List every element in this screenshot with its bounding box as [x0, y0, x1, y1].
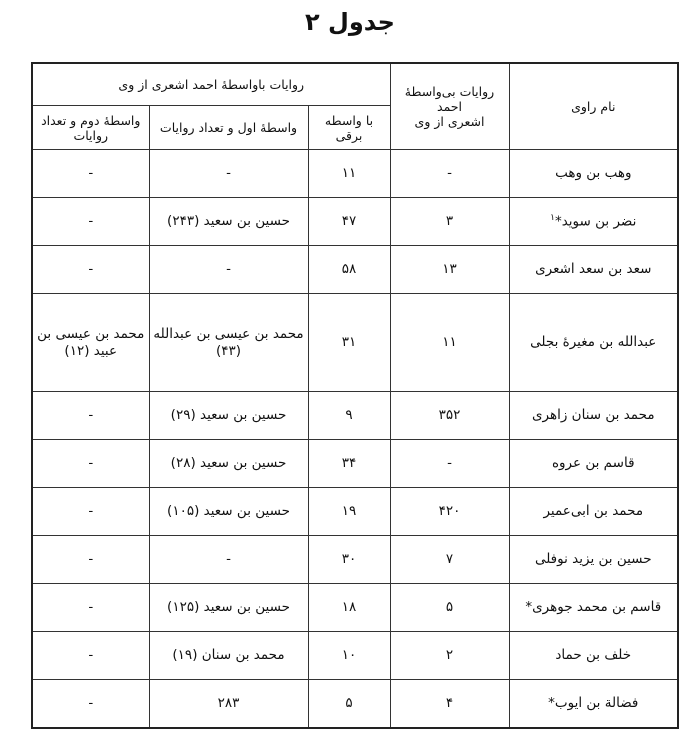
barqi-count-cell: ۱۰ — [308, 632, 390, 680]
table-title: جدول ۲ — [305, 8, 395, 36]
first-intermediary-cell: حسین بن سعید (۱۰۵) — [149, 488, 308, 536]
narrator-name-cell — [509, 536, 678, 584]
narrator-name-cell — [509, 246, 678, 294]
first-intermediary-cell: محمد بن سنان (۱۹) — [149, 632, 308, 680]
narrator-name: حسین بن یزید نوفلی — [534, 551, 652, 568]
header-via-barqi: با واسطه برقی — [308, 106, 390, 150]
barqi-count-cell: ۱۸ — [308, 584, 390, 632]
second-intermediary-cell: - — [32, 536, 149, 584]
barqi-count-cell: ۹ — [308, 392, 390, 440]
narrator-name: محمد بن ابی‌عمیر — [543, 503, 644, 520]
barqi-count-cell: ۴۷ — [308, 198, 390, 246]
header-direct-line2: اشعری از وی — [414, 114, 485, 129]
first-intermediary-cell: حسین بن سعید (۱۲۵) — [149, 584, 308, 632]
header-narrator-name: نام راوی — [509, 63, 678, 150]
direct-count-cell: ۱۳ — [390, 246, 509, 294]
table-row — [32, 680, 678, 728]
narrator-name-cell — [509, 440, 678, 488]
header-second-intermediary: واسطهٔ دوم و تعداد روایات — [32, 106, 149, 150]
second-intermediary-cell: - — [32, 246, 149, 294]
narrator-name: خلف بن حماد — [555, 647, 632, 664]
second-intermediary-cell: محمد بن عیسی بن عبید (۱۲) — [32, 294, 149, 392]
first-intermediary-cell: حسین بن سعید (۲۸) — [149, 440, 308, 488]
header-direct-narrations — [390, 63, 509, 150]
direct-count-cell: ۳ — [390, 198, 509, 246]
narrator-name-cell — [509, 150, 678, 198]
narrator-name-cell — [509, 392, 678, 440]
second-intermediary-cell: - — [32, 632, 149, 680]
narrator-name-cell — [509, 632, 678, 680]
barqi-count-cell: ۳۴ — [308, 440, 390, 488]
direct-count-cell: ۷ — [390, 536, 509, 584]
table-row — [32, 246, 678, 294]
barqi-count-cell: ۳۰ — [308, 536, 390, 584]
second-intermediary-cell: - — [32, 198, 149, 246]
narrator-name: وهب بن وهب — [555, 165, 632, 182]
second-intermediary-cell: - — [32, 392, 149, 440]
table-row — [32, 440, 678, 488]
table-row — [32, 198, 678, 246]
first-intermediary-cell: حسین بن سعید (۲۴۳) — [149, 198, 308, 246]
header-indirect-group: روایات باواسطهٔ احمد اشعری از وی — [32, 63, 390, 106]
narrator-name-cell — [509, 584, 678, 632]
first-intermediary-cell: - — [149, 246, 308, 294]
narrator-name-cell — [509, 488, 678, 536]
second-intermediary-cell: - — [32, 488, 149, 536]
first-intermediary-cell: محمد بن عیسی بن عبدالله (۴۳) — [149, 294, 308, 392]
direct-count-cell: ۲ — [390, 632, 509, 680]
direct-count-cell: - — [390, 150, 509, 198]
narrator-name: قاسم بن عروه — [551, 455, 635, 472]
table-row — [32, 632, 678, 680]
barqi-count-cell: ۱۱ — [308, 150, 390, 198]
barqi-count-cell: ۵۸ — [308, 246, 390, 294]
table-body — [32, 150, 678, 728]
barqi-count-cell: ۵ — [308, 680, 390, 728]
direct-count-cell: ۴ — [390, 680, 509, 728]
second-intermediary-cell: - — [32, 150, 149, 198]
first-intermediary-cell: - — [149, 150, 308, 198]
narrator-name: نضر بن سوید* — [554, 213, 637, 230]
barqi-count-cell: ۱۹ — [308, 488, 390, 536]
barqi-count-cell: ۳۱ — [308, 294, 390, 392]
narrator-name-cell — [509, 680, 678, 728]
narrator-name: محمد بن سنان زاهری — [531, 407, 655, 424]
narrator-name: قاسم بن محمد جوهری* — [525, 599, 662, 616]
second-intermediary-cell: - — [32, 584, 149, 632]
direct-count-cell: ۴۲۰ — [390, 488, 509, 536]
direct-count-cell: ۳۵۲ — [390, 392, 509, 440]
second-intermediary-cell: - — [32, 440, 149, 488]
table-row — [32, 294, 678, 392]
narrator-name: سعد بن سعد اشعری — [535, 261, 652, 278]
direct-count-cell: ۱۱ — [390, 294, 509, 392]
first-intermediary-cell: - — [149, 536, 308, 584]
direct-count-cell: ۵ — [390, 584, 509, 632]
table-row — [32, 536, 678, 584]
table-row — [32, 392, 678, 440]
header-first-intermediary: واسطهٔ اول و تعداد روایات — [149, 106, 308, 150]
header-direct-line1: روایات بی‌واسطهٔ احمد — [404, 84, 495, 114]
narrator-name-cell — [509, 198, 678, 246]
table-row — [32, 488, 678, 536]
narrator-name: عبدالله بن مغیرهٔ بجلی — [530, 334, 657, 351]
first-intermediary-cell: ۲۸۳ — [149, 680, 308, 728]
direct-count-cell: - — [390, 440, 509, 488]
table-row — [32, 150, 678, 198]
second-intermediary-cell: - — [32, 680, 149, 728]
narrator-name: فضالة بن ایوب* — [548, 695, 639, 712]
narrators-table — [31, 62, 679, 729]
narrator-name-cell — [509, 294, 678, 392]
footnote-marker[interactable]: ۱ — [550, 213, 555, 224]
first-intermediary-cell: حسین بن سعید (۲۹) — [149, 392, 308, 440]
table-row — [32, 584, 678, 632]
